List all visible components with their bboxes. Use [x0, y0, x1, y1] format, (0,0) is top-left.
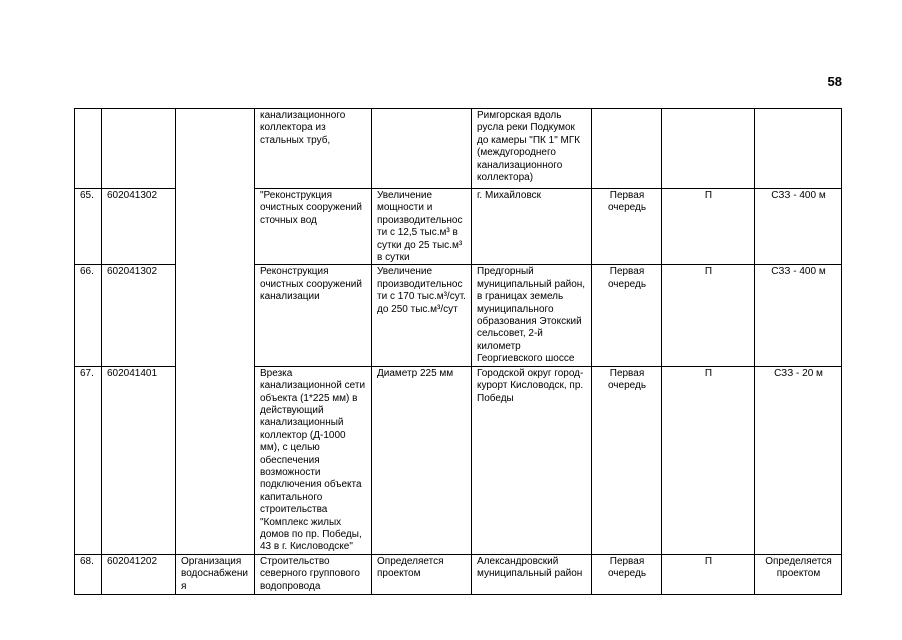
- cell-location: Городской округ город-курорт Кисловодск, пр. Победы: [472, 366, 592, 554]
- cell-status: П: [662, 366, 755, 554]
- cell-category: Организация водоснабжения: [176, 554, 255, 594]
- cell-code: 602041202: [102, 554, 176, 594]
- cell-category: [176, 366, 255, 554]
- cell-name: "Реконструкция очистных сооружений сточных вод: [255, 189, 372, 265]
- cell-zone: [755, 109, 842, 189]
- cell-code: [102, 109, 176, 189]
- cell-num: 67.: [75, 366, 102, 554]
- cell-characteristics: Диаметр 225 мм: [372, 366, 472, 554]
- cell-stage: [592, 109, 662, 189]
- cell-characteristics: Определяется проектом: [372, 554, 472, 594]
- cell-location: г. Михайловск: [472, 189, 592, 265]
- cell-zone: СЗЗ - 400 м: [755, 189, 842, 265]
- cell-name: Реконструкция очистных сооружений канализации: [255, 265, 372, 366]
- cell-zone: Определяется проектом: [755, 554, 842, 594]
- cell-characteristics: [372, 109, 472, 189]
- cell-zone: СЗЗ - 20 м: [755, 366, 842, 554]
- cell-location: Александровский муниципальный район: [472, 554, 592, 594]
- cell-location: Римгорская вдоль русла реки Подкумок до камеры "ПК 1" МГК (междугороднего канализационного коллектора): [472, 109, 592, 189]
- objects-table: [74, 108, 842, 595]
- cell-status: П: [662, 265, 755, 366]
- cell-characteristics: Увеличение производительности с 170 тыс.м³/сут. до 250 тыс.м³/сут: [372, 265, 472, 366]
- cell-characteristics: Увеличение мощности и производительности с 12,5 тыс.м³ в сутки до 25 тыс.м³ в сутки: [372, 189, 472, 265]
- cell-stage: Первая очередь: [592, 366, 662, 554]
- cell-category: [176, 109, 255, 189]
- cell-status: П: [662, 554, 755, 594]
- cell-category: [176, 189, 255, 265]
- cell-status: П: [662, 189, 755, 265]
- cell-stage: Первая очередь: [592, 265, 662, 366]
- page-number: 58: [827, 74, 842, 89]
- cell-code: 602041401: [102, 366, 176, 554]
- cell-num: 65.: [75, 189, 102, 265]
- cell-category: [176, 265, 255, 366]
- cell-code: 602041302: [102, 265, 176, 366]
- cell-num: 66.: [75, 265, 102, 366]
- table-row: [75, 366, 842, 554]
- table-row: [75, 109, 842, 189]
- table-row: [75, 189, 842, 265]
- table-row: [75, 265, 842, 366]
- table-row: [75, 554, 842, 594]
- cell-code: 602041302: [102, 189, 176, 265]
- cell-zone: СЗЗ - 400 м: [755, 265, 842, 366]
- cell-location: Предгорный муниципальный район, в границах земель муниципального образования Этокский сельсовет, 2-й километр Георгиевского шоссе: [472, 265, 592, 366]
- cell-stage: Первая очередь: [592, 189, 662, 265]
- cell-stage: Первая очередь: [592, 554, 662, 594]
- cell-num: 68.: [75, 554, 102, 594]
- cell-name: канализационного коллектора из стальных труб,: [255, 109, 372, 189]
- cell-name: Врезка канализационной сети объекта (1*225 мм) в действующий канализационный коллектор (Д-1000 мм), с целью обеспечения возможности подключения объекта капитального строительства "Комплекс жилых домов по пр. Победы, 43 в г. Кисловодске": [255, 366, 372, 554]
- cell-name: Строительство северного группового водопровода: [255, 554, 372, 594]
- cell-status: [662, 109, 755, 189]
- cell-num: [75, 109, 102, 189]
